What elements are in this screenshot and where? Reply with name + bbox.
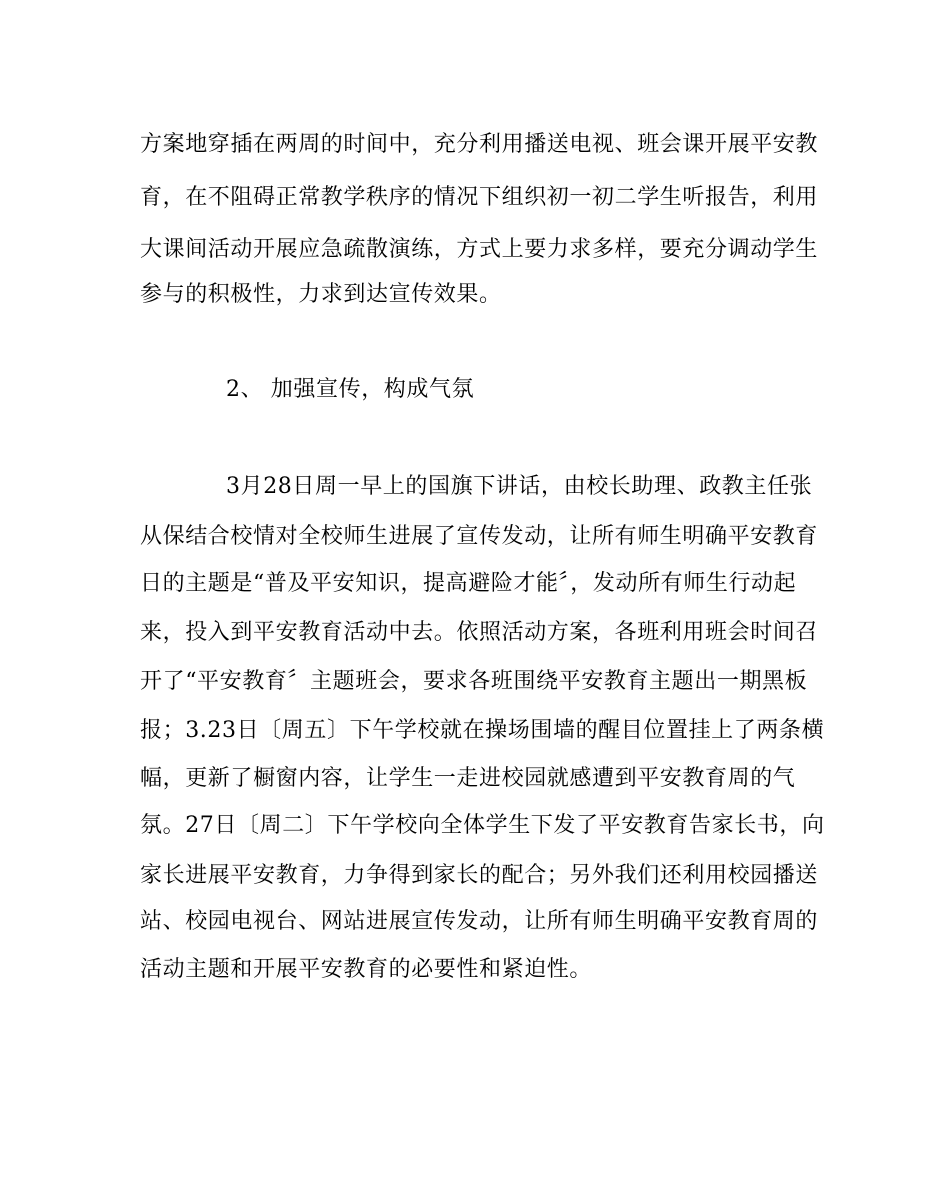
section-heading: 2、 加强宣传，构成气氛 [226,377,475,402]
paragraph-2-line-11: 活动主题和开展平安教育的必要性和紧迫性。 [140,957,593,982]
paragraph-2-line-6: 报；3.23日〔周五〕下午学校就在操场围墙的醒目位置挂上了两条横 [140,718,825,743]
paragraph-2-line-9: 家长进展平安教育，力争得到家长的配合；另外我们还利用校园播送 [140,863,819,888]
paragraph-2-line-3: 日的主题是“普及平安知识，提高避险才能〞，发动所有师生行动起 [140,571,797,596]
paragraph-2-line-8: 氛。27日〔周二〕下午学校向全体学生下发了平安教育告家长书，向 [140,813,825,838]
paragraph-2-line-10: 站、校园电视台、网站进展宣传发动，让所有师生明确平安教育周的 [140,909,819,934]
paragraph-2-line-2: 从保结合校情对全校师生进展了宣传发动，让所有师生明确平安教育 [140,524,819,549]
paragraph-1-line-3: 大课间活动开展应急疏散演练，方式上要力求多样，要充分调动学生 [140,237,819,262]
paragraph-1-line-2: 育，在不阻碍正常教学秩序的情况下组织初一初二学生听报告，利用 [140,185,819,210]
paragraph-2-line-5: 开了“平安教育〞主题班会，要求各班围绕平安教育主题出一期黑板 [140,669,808,694]
paragraph-2-line-7: 幅，更新了橱窗内容，让学生一走进校园就感遭到平安教育周的气 [140,766,796,791]
paragraph-1-line-1: 方案地穿插在两周的时间中，充分利用播送电视、班会课开展平安教 [140,132,819,157]
paragraph-2-line-1: 3月28日周一早上的国旗下讲话，由校长助理、政教主任张 [226,474,813,499]
paragraph-1-line-4: 参与的积极性，力求到达宣传效果。 [140,282,502,307]
paragraph-2-line-4: 来，投入到平安教育活动中去。依照活动方案，各班利用班会时间召 [140,620,819,645]
